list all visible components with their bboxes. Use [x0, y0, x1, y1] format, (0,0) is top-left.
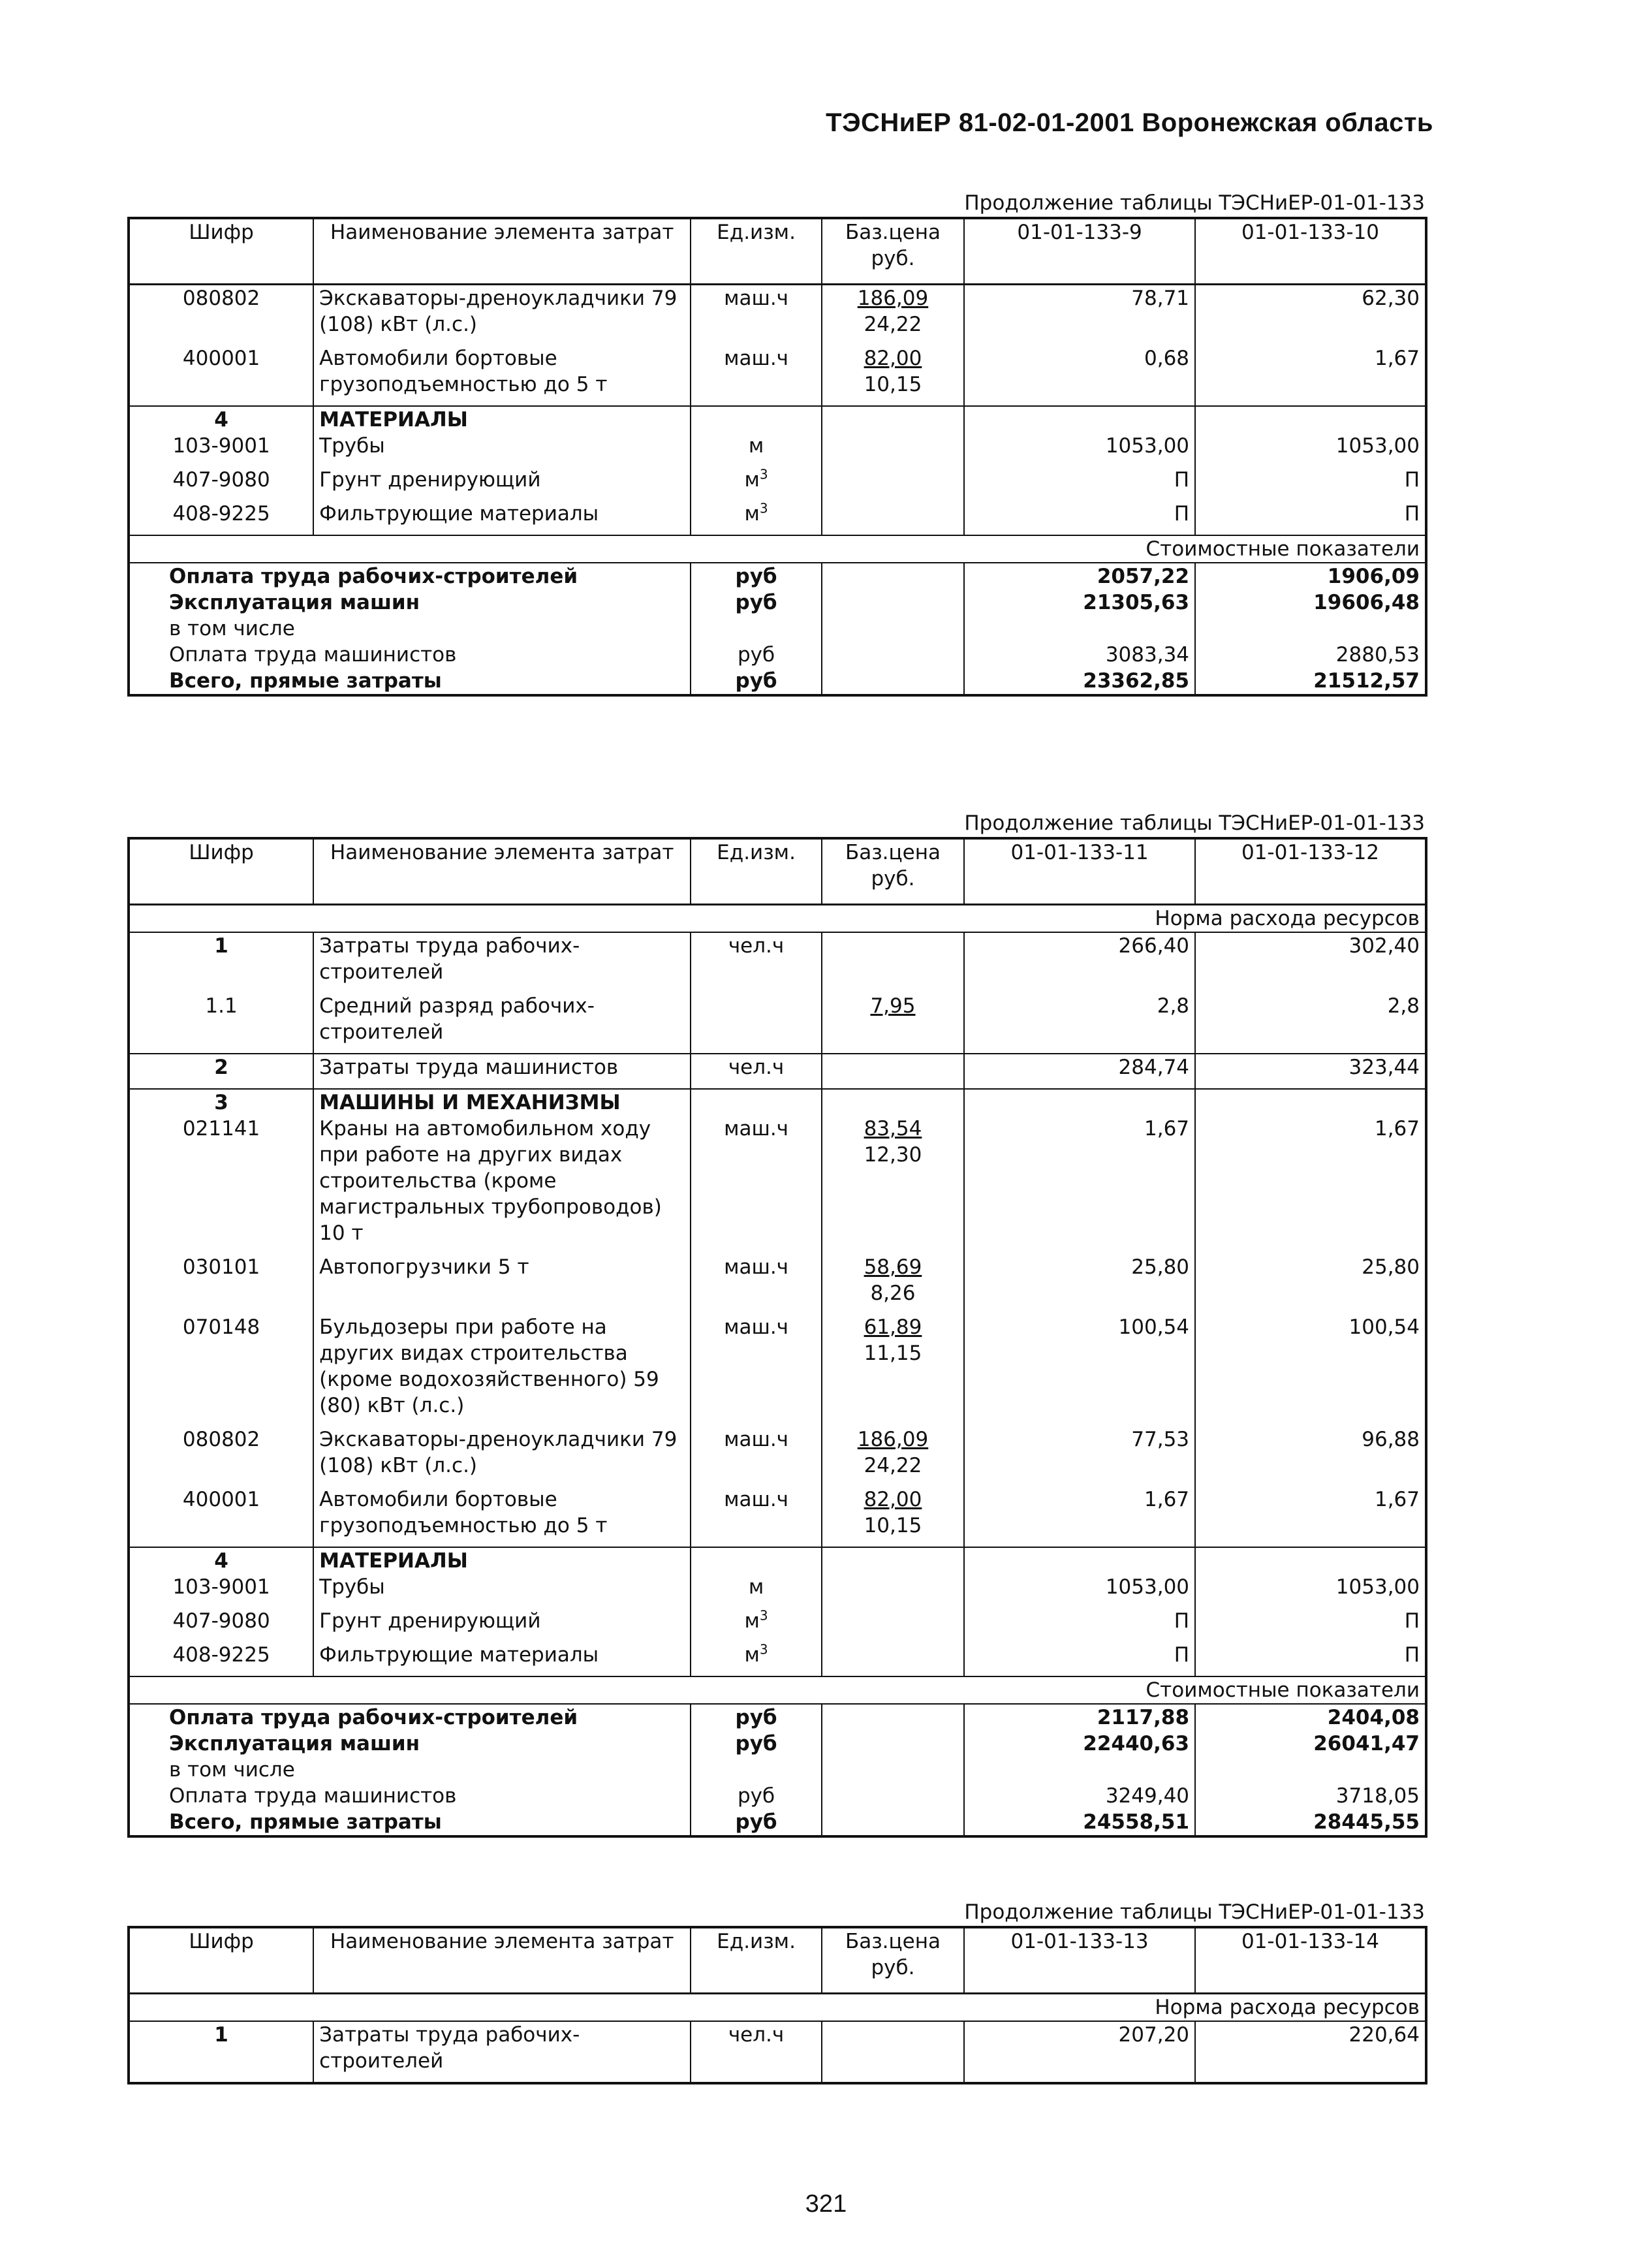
value-a [964, 1757, 1195, 1783]
empty-cell [822, 1547, 964, 1574]
empty-cell [822, 668, 964, 695]
unit [691, 616, 822, 642]
total-label: Оплата труда рабочих-строителей [169, 565, 578, 588]
base-price [822, 1642, 964, 1676]
total-label: Эксплуатация машин [169, 591, 420, 614]
section-code: 4 [129, 406, 313, 433]
table-row [129, 433, 1426, 467]
value-b: 302,40 [1195, 932, 1426, 993]
value-a: 266,40 [964, 932, 1195, 993]
unit: руб [691, 590, 822, 616]
code-cell: 080802 [182, 1428, 260, 1451]
base-price [822, 2021, 964, 2083]
table-row [129, 285, 1426, 346]
table-row [129, 1426, 1426, 1486]
empty-cell [964, 1089, 1195, 1116]
table-header [129, 1927, 1426, 1994]
resource-table [127, 837, 1427, 1838]
total-label: Оплата труда машинистов [169, 1784, 457, 1808]
base-price [822, 1574, 964, 1608]
col-a-header: 01-01-133-11 [964, 838, 1195, 905]
col-price-header: Баз.цена руб. [822, 218, 964, 285]
machinist-wage: 10,15 [864, 1514, 922, 1537]
empty-cell [822, 1704, 964, 1731]
name-cell: Автопогрузчики 5 т [313, 1254, 691, 1314]
name-cell: Средний разряд рабочих-строителей [313, 993, 691, 1054]
unit-text: маш.ч [724, 1315, 788, 1339]
total-row [129, 668, 1426, 695]
value-b: 1906,09 [1195, 563, 1426, 590]
unit-text: м [744, 1609, 760, 1633]
code-cell: 103-9001 [172, 1575, 270, 1599]
band-row [129, 1676, 1426, 1704]
name-cell: Автомобили бортовые грузоподъемностью до 5 т [313, 1486, 691, 1547]
machinist-wage: 24,22 [864, 1454, 922, 1477]
value-a: П [964, 467, 1195, 501]
empty-cell [964, 406, 1195, 433]
section-code: 3 [129, 1089, 313, 1116]
base-price [822, 1426, 964, 1486]
value-a: 1053,00 [964, 1574, 1195, 1608]
code-cell: 2 [129, 1054, 313, 1089]
unit [691, 467, 822, 501]
page-title: ТЭСНиЕР 81-02-01-2001 Воронежская область [826, 108, 1433, 137]
section-code: 4 [129, 1547, 313, 1574]
base-price [822, 1314, 964, 1426]
value-b: 1,67 [1195, 1116, 1426, 1254]
value-b [1195, 1757, 1426, 1783]
unit: руб [691, 1809, 822, 1836]
unit-text: чел.ч [728, 2023, 785, 2047]
name-cell: Трубы [313, 1574, 691, 1608]
col-code-header: Шифр [129, 838, 313, 905]
continuation-title: Продолжение таблицы ТЭСНиЕР-01-01-133 [964, 811, 1425, 835]
unit: руб [691, 642, 822, 668]
empty-cell [822, 590, 964, 616]
table-row [129, 501, 1426, 535]
total-row [129, 590, 1426, 616]
name-cell: Фильтрующие материалы [313, 1642, 691, 1676]
price-value: 82,00 [864, 347, 922, 370]
table-block-2 [127, 810, 1427, 1838]
unit [691, 501, 822, 535]
unit [691, 1486, 822, 1547]
col-b-header: 01-01-133-10 [1195, 218, 1426, 285]
col-price-header: Баз.цена руб. [822, 838, 964, 905]
code-cell: 030101 [182, 1255, 260, 1279]
col-code-header: Шифр [129, 218, 313, 285]
unit [691, 1054, 822, 1089]
value-b: П [1195, 1608, 1426, 1642]
band-row [129, 535, 1426, 563]
unit: руб [691, 1731, 822, 1757]
section-header [129, 1547, 1426, 1574]
table-row [129, 1314, 1426, 1426]
value-a: 2117,88 [964, 1704, 1195, 1731]
unit [691, 1254, 822, 1314]
unit [691, 1757, 822, 1783]
value-b: П [1195, 501, 1426, 535]
code-cell: 080802 [129, 285, 313, 346]
table-row [129, 1486, 1426, 1547]
col-a-header: 01-01-133-9 [964, 218, 1195, 285]
table-row [129, 467, 1426, 501]
total-row [129, 563, 1426, 590]
unit-text: м [748, 434, 764, 458]
page-number: 321 [805, 2190, 847, 2218]
base-price [822, 1054, 964, 1089]
band-row [129, 905, 1426, 933]
unit-exponent: 3 [759, 500, 768, 516]
price-value: 7,95 [870, 994, 916, 1018]
col-name-header: Наименование элемента затрат [313, 218, 691, 285]
empty-cell [822, 563, 964, 590]
empty-cell [1195, 1547, 1426, 1574]
price-value: 61,89 [864, 1315, 922, 1339]
continuation-title: Продолжение таблицы ТЭСНиЕР-01-01-133 [964, 1900, 1425, 1924]
col-name-header: Наименование элемента затрат [313, 838, 691, 905]
col-price-header: Баз.цена руб. [822, 1927, 964, 1994]
table-header [129, 838, 1426, 905]
name-cell: Фильтрующие материалы [313, 501, 691, 535]
price-value: 58,69 [864, 1255, 922, 1279]
table-row [129, 1642, 1426, 1676]
total-row [129, 1731, 1426, 1757]
col-unit-header: Ед.изм. [691, 1927, 822, 1994]
value-b: 28445,55 [1195, 1809, 1426, 1836]
value-b: П [1195, 1642, 1426, 1676]
total-label: Оплата труда машинистов [169, 643, 457, 667]
base-price [822, 285, 964, 346]
section-header [129, 1089, 1426, 1116]
section-label: МАШИНЫ И МЕХАНИЗМЫ [313, 1089, 691, 1116]
value-a: 22440,63 [964, 1731, 1195, 1757]
unit [691, 1574, 822, 1608]
empty-cell [822, 1089, 964, 1116]
name-cell: Грунт дренирующий [313, 467, 691, 501]
base-price [822, 1608, 964, 1642]
base-price [822, 345, 964, 406]
code-cell: 400001 [182, 1488, 260, 1511]
value-a: 78,71 [964, 285, 1195, 346]
base-price [822, 932, 964, 993]
unit-exponent: 3 [759, 1641, 768, 1658]
base-price [822, 1254, 964, 1314]
name-cell: Затраты труда машинистов [313, 1054, 691, 1089]
table-row [129, 345, 1426, 406]
empty-cell [822, 642, 964, 668]
total-label: Всего, прямые затраты [169, 669, 442, 693]
base-price [822, 501, 964, 535]
value-b: 2,8 [1195, 993, 1426, 1054]
unit-text: м [744, 468, 760, 492]
name-cell: Затраты труда рабочих-строителей [313, 932, 691, 993]
total-row [129, 642, 1426, 668]
empty-cell [822, 1809, 964, 1836]
unit-text: маш.ч [724, 1488, 788, 1511]
empty-cell [964, 1547, 1195, 1574]
base-price [822, 467, 964, 501]
band-label: Норма расхода ресурсов [129, 905, 1426, 933]
price-value: 186,09 [857, 1428, 929, 1451]
unit-text: чел.ч [728, 934, 785, 958]
unit-text: маш.ч [724, 1255, 788, 1279]
unit-exponent: 3 [759, 1607, 768, 1624]
code-cell: 407-9080 [172, 1609, 270, 1633]
total-row [129, 1809, 1426, 1836]
value-b: 62,30 [1195, 285, 1426, 346]
total-label: Эксплуатация машин [169, 1732, 420, 1755]
unit: руб [691, 563, 822, 590]
value-a: 21305,63 [964, 590, 1195, 616]
price-value: 82,00 [864, 1488, 922, 1511]
band-label: Норма расхода ресурсов [129, 1994, 1426, 2022]
value-a: 100,54 [964, 1314, 1195, 1426]
machinist-wage: 11,15 [864, 1342, 922, 1365]
value-b: П [1195, 467, 1426, 501]
name-cell: Экскаваторы-дреноукладчики 79 (108) кВт (л.с.) [313, 1426, 691, 1486]
price-value: 83,54 [864, 1117, 922, 1140]
table-row [129, 1254, 1426, 1314]
value-b: 1053,00 [1195, 433, 1426, 467]
value-b: 2880,53 [1195, 642, 1426, 668]
code-cell: 103-9001 [172, 434, 270, 458]
value-a: 3249,40 [964, 1783, 1195, 1809]
table-row [129, 993, 1426, 1054]
value-a: 23362,85 [964, 668, 1195, 695]
value-b [1195, 616, 1426, 642]
unit [691, 345, 822, 406]
empty-cell [822, 1783, 964, 1809]
unit [691, 1314, 822, 1426]
unit-text: чел.ч [728, 1056, 785, 1079]
value-b: 2404,08 [1195, 1704, 1426, 1731]
col-a-header: 01-01-133-13 [964, 1927, 1195, 1994]
value-a: 3083,34 [964, 642, 1195, 668]
value-b: 26041,47 [1195, 1731, 1426, 1757]
value-a: 24558,51 [964, 1809, 1195, 1836]
unit-exponent: 3 [759, 466, 768, 482]
unit-text: маш.ч [724, 347, 788, 370]
base-price [822, 1486, 964, 1547]
table-row [129, 2021, 1426, 2083]
value-a: 77,53 [964, 1426, 1195, 1486]
value-b: 3718,05 [1195, 1783, 1426, 1809]
table-row [129, 932, 1426, 993]
unit [691, 1608, 822, 1642]
total-row [129, 1757, 1426, 1783]
unit: руб [691, 1704, 822, 1731]
section-label: МАТЕРИАЛЫ [313, 406, 691, 433]
value-a: 2,8 [964, 993, 1195, 1054]
col-b-header: 01-01-133-12 [1195, 838, 1426, 905]
unit [691, 2021, 822, 2083]
unit: руб [691, 668, 822, 695]
table-block-1 [127, 189, 1427, 697]
empty-cell [691, 406, 822, 433]
section-header [129, 406, 1426, 433]
code-cell: 1 [129, 932, 313, 993]
band-label: Стоимостные показатели [129, 535, 1426, 563]
name-cell: Затраты труда рабочих-строителей [313, 2021, 691, 2083]
continuation-title: Продолжение таблицы ТЭСНиЕР-01-01-133 [964, 191, 1425, 215]
unit [691, 993, 822, 1054]
name-cell: Грунт дренирующий [313, 1608, 691, 1642]
code-cell: 021141 [182, 1117, 260, 1140]
code-cell: 070148 [182, 1315, 260, 1339]
value-b: 19606,48 [1195, 590, 1426, 616]
value-b: 1,67 [1195, 345, 1426, 406]
name-cell: Бульдозеры при работе на других видах строительства (кроме водохозяйственного) 59 (80) кВт (л.с.) [313, 1314, 691, 1426]
code-cell: 1.1 [205, 994, 238, 1018]
unit [691, 1642, 822, 1676]
empty-cell [822, 1731, 964, 1757]
band-row [129, 1994, 1426, 2022]
name-cell: Экскаваторы-дреноукладчики 79 (108) кВт (л.с.) [313, 285, 691, 346]
empty-cell [691, 1089, 822, 1116]
value-a: 25,80 [964, 1254, 1195, 1314]
empty-cell [822, 1757, 964, 1783]
value-b: 100,54 [1195, 1314, 1426, 1426]
value-b: 21512,57 [1195, 668, 1426, 695]
total-row [129, 1704, 1426, 1731]
col-unit-header: Ед.изм. [691, 838, 822, 905]
total-row [129, 1783, 1426, 1809]
table-row [129, 1608, 1426, 1642]
unit-text: маш.ч [724, 1428, 788, 1451]
value-b: 96,88 [1195, 1426, 1426, 1486]
code-cell: 408-9225 [172, 1643, 270, 1667]
machinist-wage: 24,22 [864, 313, 922, 336]
empty-cell [822, 406, 964, 433]
empty-cell [822, 616, 964, 642]
total-label: в том числе [169, 617, 295, 640]
value-a: 1053,00 [964, 433, 1195, 467]
value-a: П [964, 1642, 1195, 1676]
value-a: 0,68 [964, 345, 1195, 406]
value-a [964, 616, 1195, 642]
value-a: 1,67 [964, 1486, 1195, 1547]
unit-text: маш.ч [724, 1117, 788, 1140]
base-price [822, 433, 964, 467]
value-b: 1053,00 [1195, 1574, 1426, 1608]
total-label: Оплата труда рабочих-строителей [169, 1706, 578, 1729]
total-row [129, 616, 1426, 642]
value-b: 220,64 [1195, 2021, 1426, 2083]
section-label: МАТЕРИАЛЫ [313, 1547, 691, 1574]
value-a: 284,74 [964, 1054, 1195, 1089]
unit-text: маш.ч [724, 287, 788, 310]
code-cell: 400001 [182, 347, 260, 370]
value-a: П [964, 1608, 1195, 1642]
table-block-3 [127, 1898, 1427, 2084]
unit [691, 1116, 822, 1254]
value-b: 25,80 [1195, 1254, 1426, 1314]
code-cell: 408-9225 [172, 502, 270, 526]
unit [691, 433, 822, 467]
col-name-header: Наименование элемента затрат [313, 1927, 691, 1994]
machinist-wage: 12,30 [864, 1143, 922, 1167]
unit-text: м [744, 1643, 760, 1667]
unit [691, 932, 822, 993]
machinist-wage: 10,15 [864, 373, 922, 396]
name-cell: Краны на автомобильном ходу при работе на других видах строительства (кроме магистральных трубопроводов) 10 т [313, 1116, 691, 1254]
unit: руб [691, 1783, 822, 1809]
value-a: 2057,22 [964, 563, 1195, 590]
unit-text: м [744, 502, 760, 526]
value-a: 207,20 [964, 2021, 1195, 2083]
machinist-wage: 8,26 [870, 1282, 916, 1305]
name-cell: Автомобили бортовые грузоподъемностью до 5 т [313, 345, 691, 406]
base-price [822, 1116, 964, 1254]
value-a: П [964, 501, 1195, 535]
code-cell: 1 [129, 2021, 313, 2083]
table-row [129, 1116, 1426, 1254]
unit [691, 285, 822, 346]
empty-cell [1195, 406, 1426, 433]
col-unit-header: Ед.изм. [691, 218, 822, 285]
value-a: 1,67 [964, 1116, 1195, 1254]
total-label: в том числе [169, 1758, 295, 1782]
table-header [129, 218, 1426, 285]
unit [691, 1426, 822, 1486]
band-label: Стоимостные показатели [129, 1676, 1426, 1704]
value-b: 1,67 [1195, 1486, 1426, 1547]
value-b: 323,44 [1195, 1054, 1426, 1089]
empty-cell [1195, 1089, 1426, 1116]
code-cell: 407-9080 [172, 468, 270, 492]
price-value: 186,09 [857, 287, 929, 310]
base-price [822, 993, 964, 1054]
total-label: Всего, прямые затраты [169, 1810, 442, 1834]
table-row [129, 1574, 1426, 1608]
resource-table [127, 1926, 1427, 2084]
empty-cell [691, 1547, 822, 1574]
unit-text: м [748, 1575, 764, 1599]
name-cell: Трубы [313, 433, 691, 467]
col-code-header: Шифр [129, 1927, 313, 1994]
table-row [129, 1054, 1426, 1089]
col-b-header: 01-01-133-14 [1195, 1927, 1426, 1994]
resource-table [127, 217, 1427, 697]
